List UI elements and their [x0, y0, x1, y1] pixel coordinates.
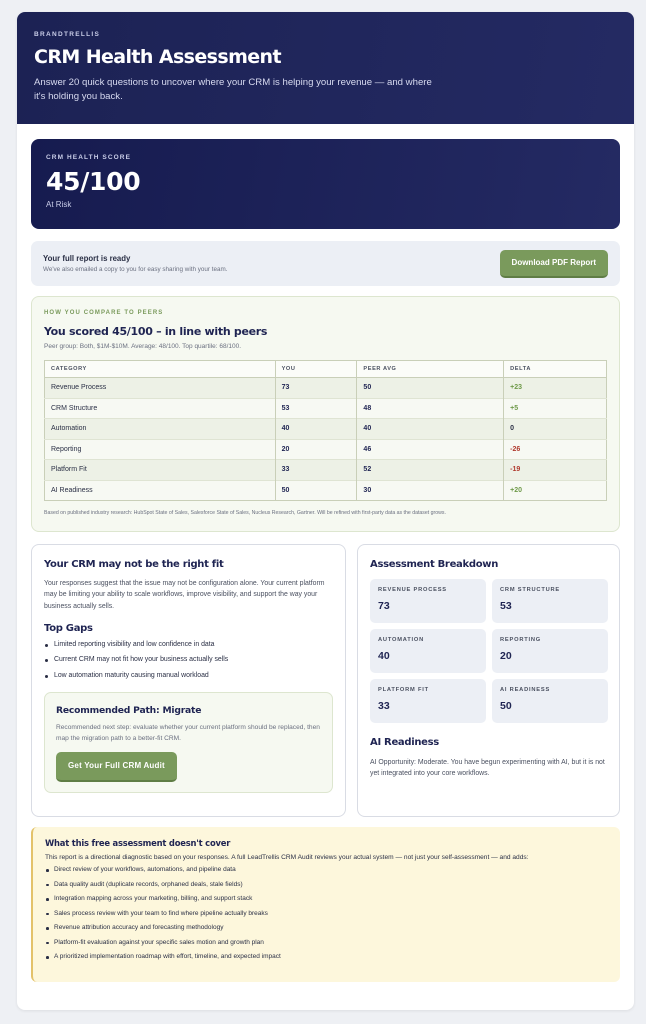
tile-value: 33: [378, 700, 390, 712]
top-gaps-title: Top Gaps: [44, 622, 93, 634]
list-item: Current CRM may not fit how your business actually sells: [44, 656, 333, 672]
assessment-limits-notice: [31, 827, 620, 982]
score-panel: [31, 139, 620, 229]
peer-avg-cell: 50: [357, 378, 504, 399]
you-cell: 50: [275, 480, 357, 501]
fit-title: Your CRM may not be the right fit: [44, 559, 224, 570]
notice-body: This report is a directional diagnostic based on your responses. A full LeadTrellis CRM Audit reviews your actual system — not just your self-assessment — and adds:: [45, 854, 529, 861]
breakdown-title: Assessment Breakdown: [370, 559, 499, 570]
you-cell: 53: [275, 398, 357, 419]
peer-avg-cell: 46: [357, 439, 504, 460]
list-item: A prioritized implementation roadmap with effort, timeline, and expected impact: [45, 953, 609, 968]
report-card: [17, 12, 634, 1010]
get-audit-button[interactable]: Get Your Full CRM Audit: [56, 752, 177, 782]
tile-value: 20: [500, 650, 512, 662]
report-title: Your full report is ready: [43, 254, 131, 263]
tile-value: 40: [378, 650, 390, 662]
you-cell: 33: [275, 460, 357, 481]
recommended-path-box: [44, 692, 333, 793]
category-cell: Automation: [45, 419, 276, 440]
you-cell: 73: [275, 378, 357, 399]
page-title: CRM Health Assessment: [34, 46, 281, 68]
list-item: Revenue attribution accuracy and forecasting methodology: [45, 924, 609, 939]
table-row: [45, 378, 607, 399]
tile-label: AUTOMATION: [378, 637, 425, 643]
delta-cell: +23: [504, 378, 607, 399]
tile-label: REVENUE PROCESS: [378, 587, 447, 593]
delta-cell: -26: [504, 439, 607, 460]
peer-avg-cell: 40: [357, 419, 504, 440]
tile-label: AI READINESS: [500, 687, 551, 693]
report-ready-bar: [31, 241, 620, 286]
score-tile: [370, 579, 486, 623]
list-item: Direct review of your workflows, automations, and pipeline data: [45, 866, 609, 881]
score-tile: [492, 579, 608, 623]
column-header: DELTA: [504, 361, 607, 378]
tile-value: 73: [378, 600, 390, 612]
tile-label: REPORTING: [500, 637, 542, 643]
ai-readiness-body: AI Opportunity: Moderate. You have begun experimenting with AI, but it is not yet integrated into your core workflows.: [370, 759, 605, 778]
peer-avg-cell: 52: [357, 460, 504, 481]
table-row: [45, 460, 607, 481]
table-row: [45, 480, 607, 501]
score-label: CRM HEALTH SCORE: [46, 154, 132, 161]
table-row: [45, 419, 607, 440]
list-item: Sales process review with your team to find where pipeline actually breaks: [45, 910, 609, 925]
peer-avg-cell: 30: [357, 480, 504, 501]
peer-avg-cell: 48: [357, 398, 504, 419]
delta-cell: +5: [504, 398, 607, 419]
category-cell: AI Readiness: [45, 480, 276, 501]
list-item: Limited reporting visibility and low confidence in data: [44, 641, 333, 657]
peers-eyebrow: HOW YOU COMPARE TO PEERS: [44, 310, 164, 316]
category-cell: Reporting: [45, 439, 276, 460]
peers-title: You scored 45/100 – in line with peers: [44, 325, 268, 338]
notice-list: [45, 866, 609, 968]
tile-label: CRM STRUCTURE: [500, 587, 561, 593]
list-item: Integration mapping across your marketing, billing, and support stack: [45, 895, 609, 910]
score-status: At Risk: [46, 200, 72, 209]
brand-name: BRANDTRELLIS: [34, 31, 101, 38]
download-pdf-button[interactable]: Download PDF Report: [500, 250, 608, 278]
top-gaps-list: [44, 641, 333, 688]
list-item: Data quality audit (duplicate records, orphaned deals, stale fields): [45, 881, 609, 896]
fit-panel: [31, 544, 346, 817]
notice-title: What this free assessment doesn't cover: [45, 838, 231, 848]
tile-value: 50: [500, 700, 512, 712]
table-header-row: [45, 361, 607, 378]
breakdown-grid: [370, 579, 607, 723]
delta-cell: -19: [504, 460, 607, 481]
column-header: YOU: [275, 361, 357, 378]
report-note: We've also emailed a copy to you for easy sharing with your team.: [43, 266, 228, 273]
score-tile: [370, 679, 486, 723]
category-cell: Platform Fit: [45, 460, 276, 481]
list-item: Low automation maturity causing manual workload: [44, 672, 333, 688]
tile-value: 53: [500, 600, 512, 612]
delta-cell: 0: [504, 419, 607, 440]
path-body: Recommended next step: evaluate whether your current platform should be replaced, then map the migration path to a better-fit CRM.: [56, 724, 320, 743]
score-tile: [492, 629, 608, 673]
score-value: 45/100: [46, 167, 141, 196]
you-cell: 40: [275, 419, 357, 440]
peers-footnote: Based on published industry research: HubSpot State of Sales, Salesforce State of Sales, Nucleus Research, Gartner. Will be refined with first-party data as the dataset grows.: [44, 510, 446, 516]
category-cell: CRM Structure: [45, 398, 276, 419]
column-header: PEER AVG: [357, 361, 504, 378]
tile-label: PLATFORM FIT: [378, 687, 429, 693]
comparison-table: [44, 360, 607, 501]
breakdown-panel: [357, 544, 620, 817]
score-tile: [370, 629, 486, 673]
page-subtitle: Answer 20 quick questions to uncover where your CRM is helping your revenue — and where it's holding you back.: [34, 77, 432, 102]
delta-cell: +20: [504, 480, 607, 501]
header-banner: [17, 12, 634, 124]
list-item: Platform-fit evaluation against your specific sales motion and growth plan: [45, 939, 609, 954]
column-header: CATEGORY: [45, 361, 276, 378]
you-cell: 20: [275, 439, 357, 460]
peer-comparison: [31, 296, 620, 532]
peers-subtitle: Peer group: Both, $1M-$10M. Average: 48/100. Top quartile: 68/100.: [44, 343, 242, 350]
table-row: [45, 439, 607, 460]
path-title: Recommended Path: Migrate: [56, 705, 202, 717]
score-tile: [492, 679, 608, 723]
ai-readiness-title: AI Readiness: [370, 737, 439, 748]
report-text: [43, 254, 228, 273]
fit-body: Your responses suggest that the issue may not be configuration alone. Your current platform may be limiting your ability to scale workflows, improve visibility, and support the way your business actually sells.: [44, 580, 325, 610]
category-cell: Revenue Process: [45, 378, 276, 399]
table-row: [45, 398, 607, 419]
